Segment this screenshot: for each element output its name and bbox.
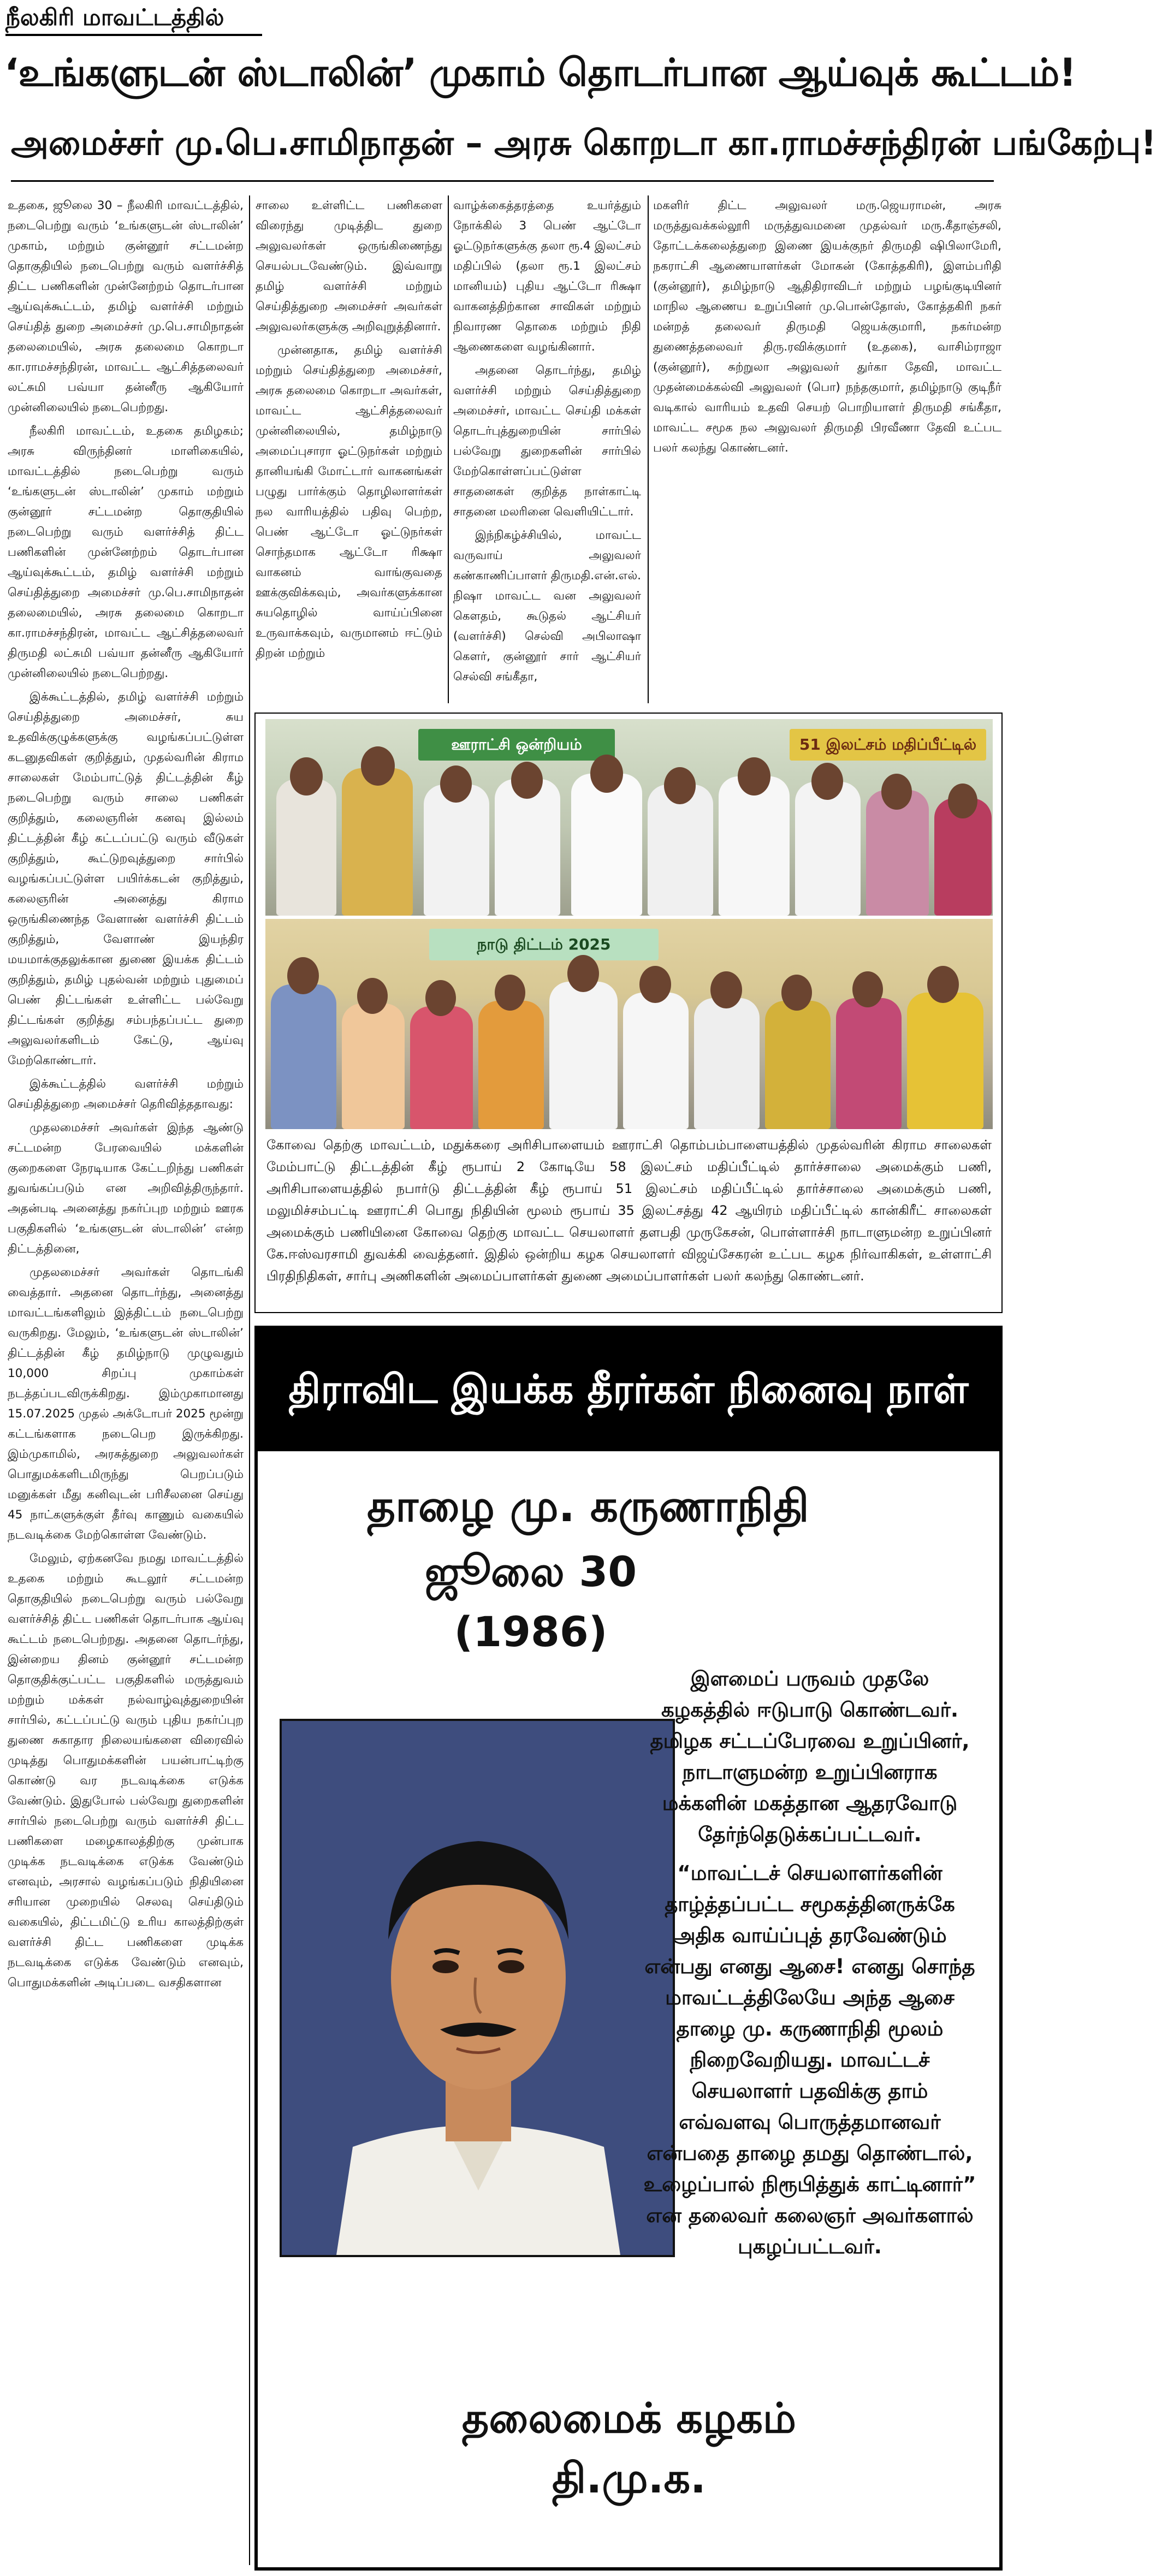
person-figure: [719, 776, 790, 916]
paragraph: முதலமைச்சர் அவர்கள் தொடங்கி வைத்தார். அதனை தொடர்ந்து, அனைத்து மாவட்டங்களிலும் இத்திட்டம் நடைபெற்று வருகிறது. மேலும், ‘உங்களுடன் ஸ்டாலின்’ திட்டத்தின் கீழ் தமிழ்நாடு முழுவதும் 10,000 சிறப்பு முகாம்கள் நடத்தப்படவிருக்கிறது. இம்முகாமானது 15.07.2025 முதல் அக்டோபர் 2025 மூன்று கட்டங்களாக நடைபெற இருக்கிறது. இம்முகாமில், அரசுத்துறை அலுவலர்கள் பொதுமக்களிடமிருந்து பெறப்படும் மனுக்கள் மீது கனிவுடன் பரிசீலனை செய்து 45 நாட்களுக்குள் தீர்வு காணும் வகையில் நடவடிக்கை மேற்கொள்ள வேண்டும்.: [8, 1266, 244, 1542]
paragraph: சாலை உள்ளிட்ட பணிகளை விரைந்து முடித்திட துறை அலுவலர்கள் ஒருங்கிணைந்து செயல்படவேண்டும். இவ்வாறு தமிழ் வளர்ச்சி மற்றும் செய்தித்துறை அமைச்சர் அவர்கள் அலுவலர்களுக்கு அறிவுறுத்தினார்.: [256, 199, 442, 334]
person-figure: [342, 1004, 405, 1129]
photo-banner: நாடு திட்டம் 2025: [429, 929, 659, 960]
paragraph: மேலும், ஏற்கனவே நமது மாவட்டத்தில் உதகை மற்றும் கூடலூர் சட்டமன்ற தொகுதியில் நடைபெற்று வரும் பல்வேறு வளர்ச்சித் திட்ட பணிகள் தொடர்பாக ஆய்வு கூட்டம் நடைபெற்றது. அதனை தொடர்ந்து, இன்றைய தினம் குன்னூர் சட்டமன்ற தொகுதிக்குட்பட்ட பகுதிகளில் மருத்துவம் மற்றும் மக்கள் நல்வாழ்வுத்துறையின் சார்பில், கட்டப்பட்டு வரும் புதிய நகர்ப்புற துணை சுகாதார நிலையங்களை விரைவில் முடித்து பொதுமக்களின் பயன்பாட்டிற்கு கொண்டு வர நடவடிக்கை எடுக்க வேண்டும். இதுபோல் பல்வேறு துறைகளின் சார்பில் நடைபெற்று வரும் வளர்ச்சி திட்ட பணிகளை மழைகாலத்திற்கு முன்பாக முடிக்க நடவடிக்கை எடுக்க வேண்டும் எனவும், அரசால் வழங்கப்படும் நிதியினை சரியான முறையில் செலவு செய்திடும் வகையில், திட்டமிட்டு உரிய காலத்திற்குள் வளர்ச்சி திட்ட பணிகளை முடிக்க நடவடிக்கை எடுக்க வேண்டும் எனவும், பொதுமக்களின் அடிப்படை வசதிகளான: [8, 1552, 244, 1990]
paragraph: இந்நிகழ்ச்சியில், மாவட்ட வருவாய் அலுவலர் கண்காணிப்பாளர் திருமதி.என்.எல். நிஷா மாவட்ட வன அலுவலர் கௌதம், கூடுதல் ஆட்சியர் (வளர்ச்சி) செல்வி அபிலாஷா கௌர், குன்னூர் சார் ஆட்சியர் செல்வி சங்கீதா,: [453, 529, 641, 684]
memorial-tribute-text: [643, 1663, 976, 2357]
person-head: [567, 955, 599, 992]
paragraph: முதலமைச்சர் அவர்கள் இந்த ஆண்டு சட்டமன்ற பேரவையில் மக்களின் குறைகளை நேரடியாக கேட்டறிந்து பணிகள் துவங்கப்படும் என அறிவித்திருந்தார். அதன்படி அனைத்து நகர்ப்புற மற்றும் ஊரக பகுதிகளில் ‘உங்களுடன் ஸ்டாலின்’ என்ற திட்டத்தினை,: [8, 1121, 244, 1256]
paragraph: அதனை தொடர்ந்து, தமிழ் வளர்ச்சி மற்றும் செய்தித்துறை அமைச்சர், மாவட்ட செய்தி மக்கள் தொடர்புத்துறையின் சார்பில் பல்வேறு துறைகளின் சார்பில் மேற்கொள்ளப்பட்டுள்ள சாதனைகள் குறித்த நாள்காட்டி சாதனை மலரினை வெளியிட்டார்.: [453, 364, 641, 519]
portrait-illustration: [282, 1721, 673, 2255]
person-figure: [342, 768, 413, 916]
paragraph: நீலகிரி மாவட்டம், உதகை தமிழகம்; அரசு விருந்தினர் மாளிகையில், மாவட்டத்தில் நடைபெற்று வரும் ‘உங்களுடன் ஸ்டாலின்’ முகாம் மற்றும் குன்னூர் சட்டமன்ற தொகுதியில் நடைபெற்று வரும் வளர்ச்சித் திட்ட பணிகளின் முன்னேற்றம் தொடர்பான ஆய்வுக்கூட்டம், தமிழ் வளர்ச்சி மற்றும் செய்தித்துறை அமைச்சர் மு.பெ.சாமிநாதன் தலைமையில், அரசு தலைமை கொறடா கா.ராமச்சந்திரன், மாவட்ட ஆட்சித்தலைவர் திருமதி லட்சுமி பவ்யா தன்னீரு ஆகியோர் முன்னிலையில் நடைபெற்றது.: [8, 424, 244, 680]
tribute-quote: “மாவட்டச் செயலாளர்களின் தாழ்த்தப்பட்ட சமூகத்தினருக்கே அதிக வாய்ப்புத் தரவேண்டும் என்பது எனது ஆசை! எனது சொந்த மாவட்டத்திலேயே அந்த ஆசை தாழை மு. கருணாநிதி மூலம் நிறைவேறியது. மாவட்டச் செயலாளர் பதவிக்கு தாம் எவ்வளவு பொருத்தமானவர் என்பதை தாழை தமது தொண்டால், உழைப்பால் நிரூபித்துக் காட்டினார்” என தலைவர் கலைஞர் அவர்களால் புகழப்பட்டவர்.: [643, 1861, 976, 2258]
column-divider: [249, 195, 250, 2565]
person-head: [440, 765, 472, 803]
paragraph: முன்னதாக, தமிழ் வளர்ச்சி மற்றும் செய்தித்துறை அமைச்சர், அரசு தலைமை கொறடா அவர்கள், மாவட்ட ஆட்சித்தலைவர் முன்னிலையில், தமிழ்நாடு அமைப்புசாரா ஓட்டுநர்கள் மற்றும் தானியங்கி மோட்டார் வாகனங்கள் பழுது பார்க்கும் தொழிலாளர்கள் நல வாரியத்தில் பதிவு பெற்ற, பெண் ஆட்டோ ஓட்டுநர்கள் சொந்தமாக ஆட்டோ ரிக்ஷா வாகனம் வாங்குவதை ஊக்குவிக்கவும், அவர்களுக்கான சுயதொழில் வாய்ப்பினை உருவாக்கவும், வருமானம் ஈட்டும் திறன் மற்றும்: [256, 343, 442, 660]
memorial-header: திராவிட இயக்க தீரர்கள் நினைவு நாள்: [258, 1329, 999, 1451]
subheadline: அமைச்சர் மு.பெ.சாமிநாதன் – அரசு கொறடா கா.ராமச்சந்திரன் பங்கேற்பு!: [11, 109, 994, 182]
person-figure: [410, 1006, 473, 1129]
person-figure: [623, 993, 689, 1129]
paragraph: உதகை, ஜூலை 30 – நீலகிரி மாவட்டத்தில், நடைபெற்று வரும் ‘உங்களுடன் ஸ்டாலின்’ முகாம், மற்றும் குன்னூர் சட்டமன்ற தொகுதியில் நடைபெற்று வரும் வளர்ச்சித் திட்ட பணிகளின் முன்னேற்றம் தொடர்பான ஆய்வுக்கூட்டம், தமிழ் வளர்ச்சி மற்றும் செய்தித் துறை அமைச்சர் மு.பெ.சாமிநாதன் தலைமையில், அரசு தலைமை கொறடா கா.ராமச்சந்திரன், மாவட்ட ஆட்சித்தலைவர் லட்சுமி பவ்யா தன்னீரு ஆகியோர் முன்னிலையில் நடைபெற்றது.: [8, 199, 244, 414]
person-head: [881, 774, 912, 810]
person-figure: [694, 998, 760, 1129]
memorial-notice: [254, 1326, 1003, 2571]
column-divider: [448, 195, 449, 703]
person-head: [511, 762, 543, 799]
memorial-date: ஜூலை 30 (1986): [424, 1547, 637, 1656]
memorial-signature: [301, 2388, 957, 2530]
person-figure: [495, 779, 560, 916]
article-column-4: [653, 195, 1001, 709]
person-head: [361, 746, 395, 786]
memorial-name: தாழை மு. கருணாநிதி: [367, 1481, 809, 1532]
tribute-paragraph: இளமைப் பருவம் முதலே கழகத்தில் ஈடுபாடு கொண்டவர். தமிழக சட்டப்பேரவை உறுப்பினர், நாடாளுமன்ற உறுப்பினராக மக்களின் மகத்தான ஆதரவோடு தேர்ந்தெடுக்கப்பட்டவர்.: [650, 1667, 970, 1846]
photo-news-block: [254, 713, 1003, 1313]
person-head: [639, 966, 671, 1003]
article-column-2: [256, 195, 442, 709]
person-figure: [795, 782, 861, 916]
paragraph: வாழ்க்கைத்தரத்தை உயர்த்தும் நோக்கில் 3 பெண் ஆட்டோ ஓட்டுநர்களுக்கு தலா ரூ.4 இலட்சம் மதிப்பில் (தலா ரூ.1 இலட்சம் மானியம்) புதிய ஆட்டோ ரிக்ஷா வாகனத்திற்கான சாவிகள் மற்றும் நிவாரண தொகை மற்றும் நிதி ஆணைகளை வழங்கினார்.: [453, 199, 641, 354]
paragraph: இக்கூட்டத்தில் வளர்ச்சி மற்றும் செய்தித்துறை அமைச்சர் தெரிவித்ததாவது:: [8, 1077, 244, 1111]
kicker: நீலகிரி மாவட்டத்தில்: [5, 2, 262, 36]
memorial-portrait: [280, 1719, 675, 2257]
person-head: [590, 755, 623, 793]
person-head: [664, 767, 696, 804]
photo-banner: ஊராட்சி ஒன்றியம்: [418, 729, 615, 761]
person-figure: [271, 984, 336, 1129]
person-head: [290, 757, 323, 796]
signature-org: தலைமைக் கழகம்: [461, 2394, 797, 2442]
person-head: [948, 784, 977, 818]
person-head: [811, 763, 843, 800]
person-head: [927, 966, 959, 1003]
paragraph: மகளிர் திட்ட அலுவலர் மரு.ஜெயராமன், அரசு மருத்துவக்கல்லூரி மருத்துவமனை முதல்வர் மரு.கீதாஞ்சலி, தோட்டக்கலைத்துறை இணை இயக்குநர் திருமதி ஷிபிலாமேரி, நகராட்சி ஆணையாளர்கள் மோகன் (கோத்தகிரி), இளம்பரிதி (குன்னூர்), தமிழ்நாடு ஆதிதிராவிடர் மற்றும் பழங்குடியினர் மாநில ஆணைய உறுப்பினர் மு.பொன்தோஸ், கோத்தகிரி நகர் மன்றத் தலைவர் திருமதி ஜெயக்குமாரி, நகர்மன்ற துணைத்தலைவர் திரு.ரவிக்குமார் (உதகை), வாசிம்ராஜா (குன்னூர்), சுற்றுலா அலுவலர் துர்கா தேவி, மாவட்ட முதன்மைக்கல்வி அலுவலர் (பொ) நந்தகுமார், தமிழ்நாடு குடிநீர் வடிகால் வாரியம் உதவி செயற் பொறியாளர் திருமதி சங்கீதா, மாவட்ட சமூக நல அலுவலர் திருமதி பிரவீணா தேவி உட்பட பலர் கலந்து கொண்டனர்.: [653, 199, 1001, 455]
person-head: [710, 971, 742, 1008]
group-photo-1: [265, 719, 993, 916]
article-column-1: [8, 195, 244, 2562]
photo-banner: 51 இலட்சம் மதிப்பீட்டில்: [790, 729, 986, 761]
person-head: [287, 957, 319, 994]
person-head: [425, 980, 456, 1016]
person-figure: [549, 982, 618, 1129]
group-photo-2: [265, 919, 993, 1129]
person-figure: [836, 998, 902, 1129]
article-column-3: [453, 195, 641, 709]
person-head: [738, 757, 770, 796]
person-figure: [648, 785, 713, 916]
signature-party: தி.மு.க.: [552, 2454, 706, 2502]
headline: ‘உங்களுடன் ஸ்டாலின்’ முகாம் தொடர்பான ஆய்வுக் கூட்டம்!: [4, 50, 1076, 95]
person-head: [495, 975, 525, 1011]
person-figure: [571, 774, 642, 916]
photo-caption: கோவை தெற்கு மாவட்டம், மதுக்கரை அரிசிபாளையம் ஊராட்சி தொம்பம்பாளையத்தில் முதல்வரின் கிராம சாலைகள் மேம்பாட்டு திட்டத்தின் கீழ் ரூபாய் 2 கோடியே 58 இலட்சம் மதிப்பீட்டில் தார்ச்சாலை அமைக்கும் பணி, அரிசிபாளையத்தில் நபார்டு திட்டத்தின் கீழ் ரூபாய் 51 இலட்சம் மதிப்பீட்டில் தார்ச்சாலை அமைக்கும் பணி, மலுமிச்சம்பட்டி ஊராட்சி பொது நிதியின் மூலம் ரூபாய் 35 இலட்சத்து 42 ஆயிரம் மதிப்பீட்டில் கான்கிரீட் சாலைகள் அமைக்கும் பணியினை கோவை தெற்கு மாவட்ட செயலாளர் தளபதி முருகேசன், பொள்ளாச்சி நாடாளுமன்ற உறுப்பினர் கே.ஈஸ்வரசாமி துவக்கி வைத்தனர். இதில் ஒன்றிய கழக செயலாளர் விஜய்சேகரன் உட்பட கழக நிர்வாகிகள், உள்ளாட்சி பிரதிநிதிகள், சார்பு அணிகளின் அமைப்பாளர்கள் துணை அமைப்பாளர்கள் பலர் கலந்து கொண்டனர்.: [266, 1137, 992, 1284]
person-figure: [765, 1001, 831, 1129]
person-figure: [276, 779, 336, 916]
person-head: [781, 975, 812, 1011]
person-figure: [424, 785, 489, 916]
person-figure: [907, 993, 983, 1129]
person-head: [852, 971, 883, 1007]
person-head: [357, 978, 388, 1014]
column-divider: [648, 195, 649, 703]
paragraph: இக்கூட்டத்தில், தமிழ் வளர்ச்சி மற்றும் செய்தித்துறை அமைச்சர், சுய உதவிக்குழுக்களுக்கு வழங்கப்பட்டுள்ள கடனுதவிகள் குறித்தும், முதல்வரின் கிராம சாலைகள் மேம்பாட்டுத் திட்டத்தின் கீழ் நடைபெற்று வரும் சாலை பணிகள் குறித்தும், கலைஞரின் கனவு இல்லம் திட்டத்தின் கீழ் கட்டப்பட்டு வரும் வீடுகள் குறித்தும், கூட்டுறவுத்துறை சார்பில் வழங்கப்பட்டுள்ள பயிர்க்கடன் குறித்தும், கலைஞரின் அனைத்து கிராம ஒருங்கிணைந்த வேளாண் வளர்ச்சி திட்டம் குறித்தும், வேளாண் இயந்திர மயமாக்குதலுக்கான துணை இயக்க திட்டம் குறித்தும், தமிழ் புதல்வன் மற்றும் புதுமைப் பெண் திட்டங்கள் உள்ளிட்ட பல்வேறு திட்டங்கள் குறித்து சம்பந்தப்பட்ட துறை அலுவலர்களிடம் கேட்டு, ஆய்வு மேற்கொண்டார்.: [8, 690, 244, 1067]
person-figure: [478, 1001, 544, 1129]
